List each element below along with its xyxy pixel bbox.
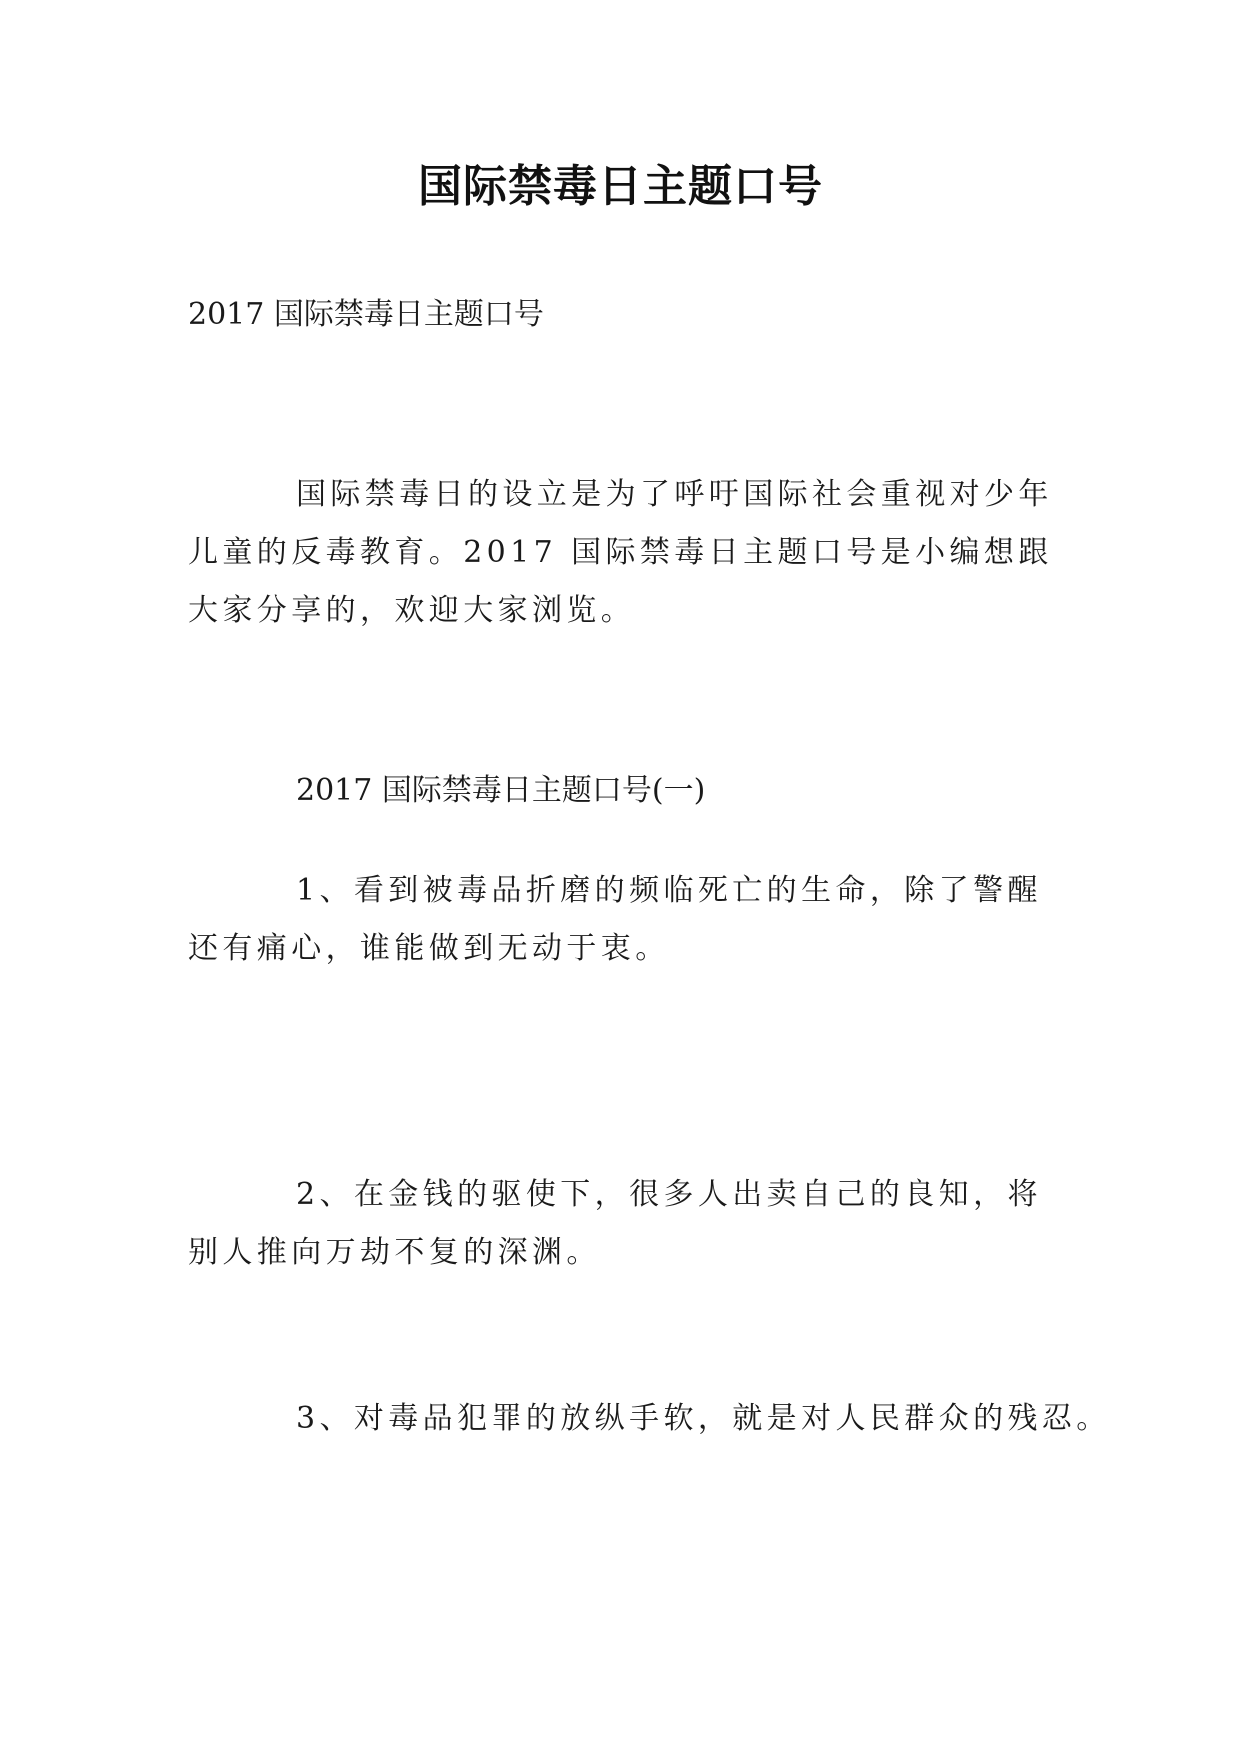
- slogan-item: 3、对毒品犯罪的放纵手软，就是对人民群众的残忍。: [296, 1401, 1111, 1436]
- slogan-item: 2、在金钱的驱使下，很多人出卖自己的良知，将别人推向万劫不复的深渊。: [188, 1177, 1042, 1270]
- slogan-item: 1、看到被毒品折磨的频临死亡的生命，除了警醒还有痛心，谁能做到无动于衷。: [188, 873, 1042, 966]
- document-subtitle: 2017 国际禁毒日主题口号: [188, 297, 544, 332]
- section-heading: 2017 国际禁毒日主题口号(一): [296, 773, 706, 808]
- intro-paragraph: 国际禁毒日的设立是为了呼吁国际社会重视对少年儿童的反毒教育。2017 国际禁毒日主题口号是小编想跟大家分享的，欢迎大家浏览。: [188, 477, 1053, 628]
- document-title: 国际禁毒日主题口号: [418, 161, 823, 212]
